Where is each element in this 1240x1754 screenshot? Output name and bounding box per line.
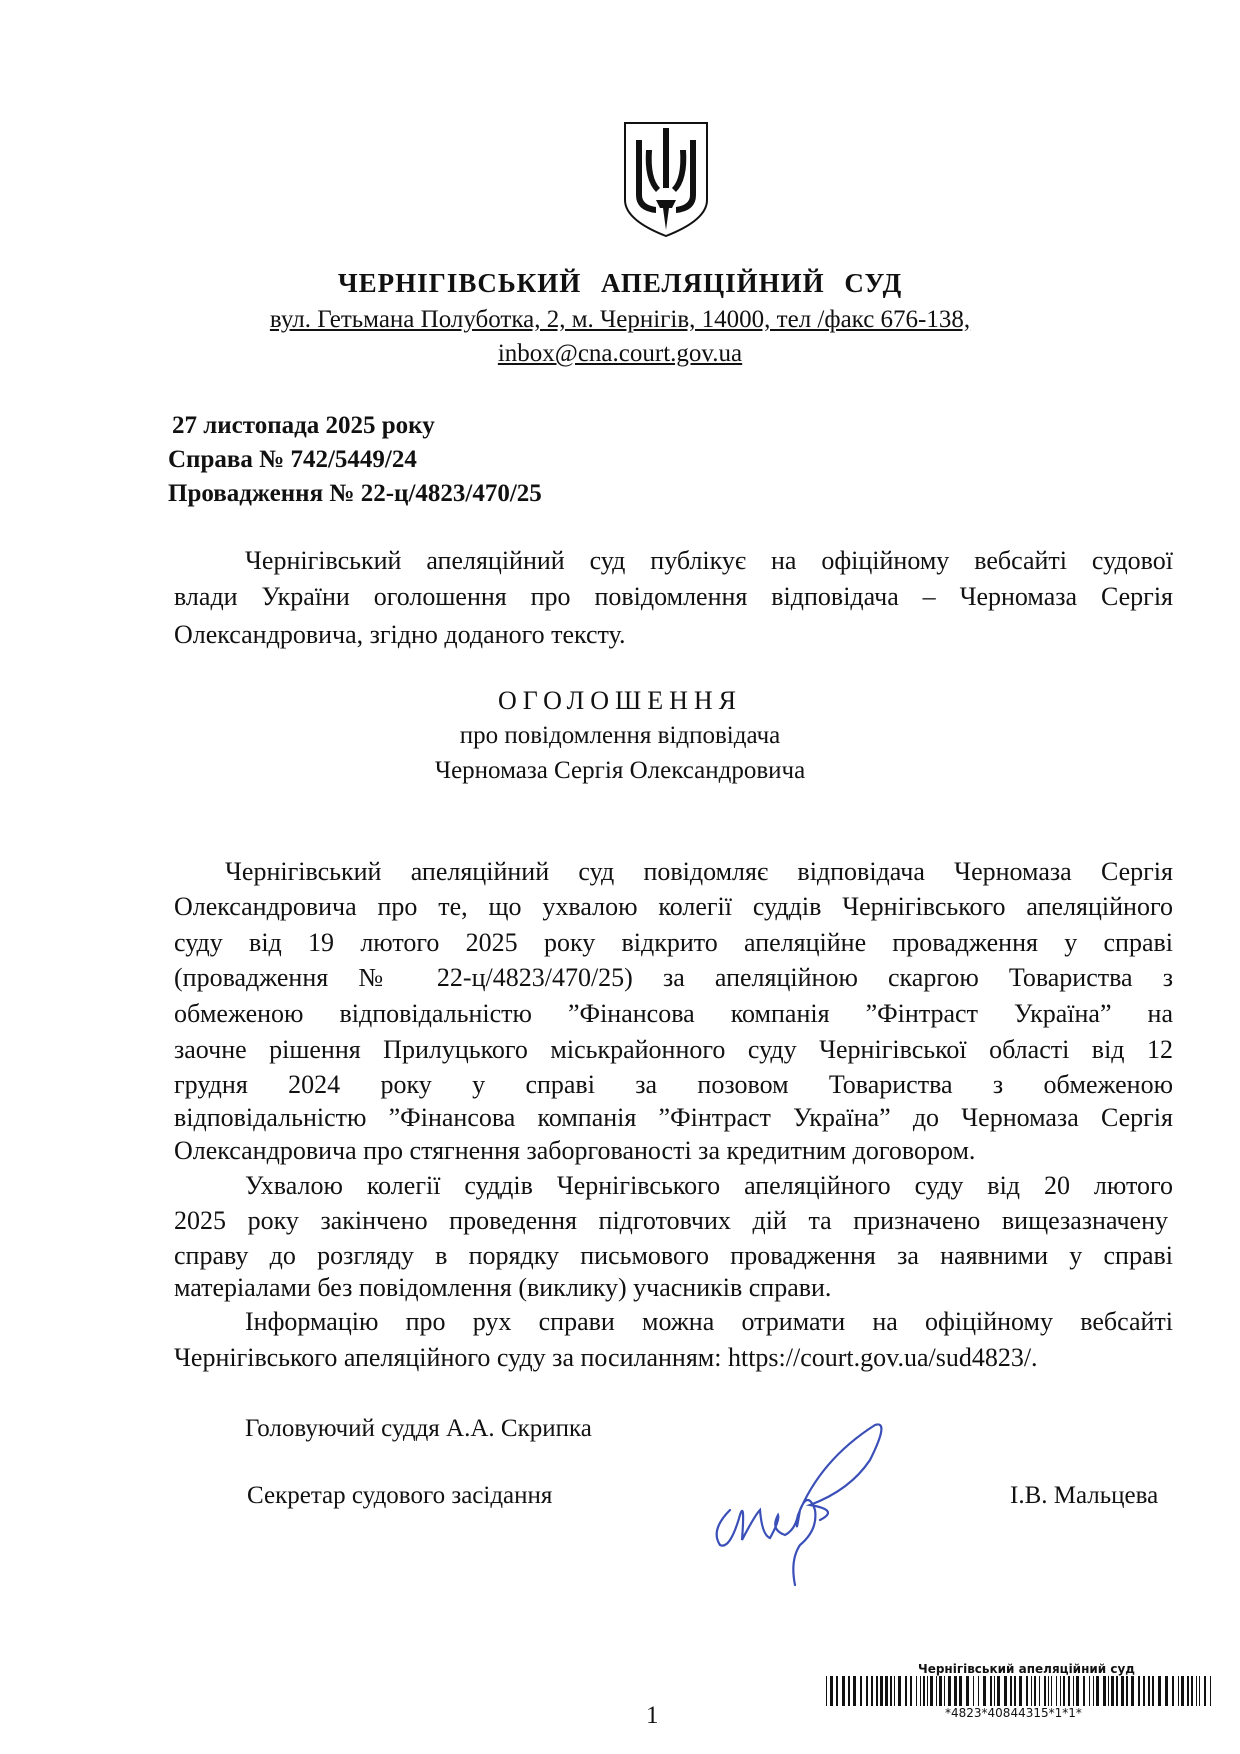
barcode-bar xyxy=(1131,1676,1134,1706)
barcode-bar xyxy=(927,1676,928,1706)
text-line: (провадження № 22-ц/4823/470/25) за апеляційною скаргою Товариства з xyxy=(174,963,1173,992)
barcode-bar xyxy=(1083,1676,1085,1706)
text-line: обмеженою відповідальністю ”Фінансова компанія ”Фінтраст Україна” на xyxy=(174,999,1173,1028)
barcode-bar xyxy=(944,1676,945,1706)
barcode-caption: Чернігівський апеляційний суд xyxy=(918,1662,1135,1676)
barcode-bar xyxy=(1148,1676,1150,1706)
barcode-bar xyxy=(1196,1676,1197,1706)
text-line: Олександровича, згідно доданого тексту. xyxy=(174,620,626,649)
text-line: справу до розгляду в порядку письмового провадження за наявними у справі xyxy=(174,1241,1173,1270)
barcode-bar xyxy=(1063,1676,1065,1706)
court-address-text: вул. Гетьмана Полуботка, 2, м. Чернігів, 14000, тел /факс 676-138, xyxy=(269,306,971,333)
barcode-bar xyxy=(853,1676,856,1706)
text-line: матеріалами без повідомлення (виклику) учасників справи. xyxy=(174,1273,832,1302)
court-name: ЧЕРНІГІВСЬКИЙ АПЕЛЯЦІЙНИЙ СУД xyxy=(337,268,903,298)
barcode-bar xyxy=(939,1676,942,1706)
barcode-bar xyxy=(1165,1676,1168,1706)
barcode-bar xyxy=(1111,1676,1114,1706)
barcode-bar xyxy=(1068,1676,1070,1706)
text-line: Інформацію про рух справи можна отримати на офіційному вебсайті xyxy=(245,1307,1173,1336)
barcode-bar xyxy=(920,1676,921,1706)
barcode-bar xyxy=(1172,1676,1174,1706)
barcode-bar xyxy=(983,1676,986,1706)
barcode-bar xyxy=(842,1676,845,1706)
secretary-label: Секретар судового засідання xyxy=(247,1482,553,1509)
barcode-bar xyxy=(954,1676,957,1706)
barcode-bar xyxy=(1191,1676,1193,1706)
barcode-bar xyxy=(826,1676,827,1706)
barcode-bar xyxy=(1121,1676,1124,1706)
barcode-bar xyxy=(916,1676,917,1706)
barcode-bar xyxy=(1210,1676,1211,1706)
text-line: 2025 року закінчено проведення підготовчих дій та призначено вищезазначену xyxy=(174,1206,1168,1235)
barcode-bar xyxy=(1031,1676,1032,1706)
barcode-bar xyxy=(876,1676,878,1706)
presiding-judge: Головуючий суддя А.А. Скрипка xyxy=(245,1415,592,1442)
barcode-bar xyxy=(1014,1676,1016,1706)
barcode-bar xyxy=(1108,1676,1109,1706)
barcode-bar xyxy=(1138,1676,1140,1706)
text-line: влади України оголошення про повідомлення відповідача – Черномаза Сергія xyxy=(174,582,1173,611)
barcode-bar xyxy=(1199,1676,1200,1706)
barcode-bar xyxy=(1076,1676,1079,1706)
barcode-bar xyxy=(885,1676,888,1706)
proceeding-number: Провадження № 22-ц/4823/470/25 xyxy=(168,480,542,507)
text-line: грудня 2024 року у справі за позовом Товариства з обмеженою xyxy=(174,1070,1173,1099)
barcode-bar xyxy=(1044,1676,1046,1706)
barcode-bar xyxy=(1019,1676,1022,1706)
barcode-bar xyxy=(898,1676,901,1706)
barcode-bar xyxy=(1026,1676,1028,1706)
barcode-bar xyxy=(1051,1676,1052,1706)
barcode-bar xyxy=(905,1676,907,1706)
barcode-bar xyxy=(1039,1676,1040,1706)
page-number: 1 xyxy=(646,1702,659,1729)
text-line: Чернігівського апеляційного суду за посиланням: https://court.gov.ua/sud4823/. xyxy=(174,1343,1038,1372)
barcode-bar xyxy=(1181,1676,1184,1706)
barcode-bar xyxy=(997,1676,1000,1706)
barcode-bar xyxy=(860,1676,862,1706)
notice-respondent-name: Черномаза Сергія Олександровича xyxy=(434,757,806,784)
barcode xyxy=(826,1676,1216,1706)
barcode-bar xyxy=(1048,1676,1049,1706)
text-line: Олександровича про стягнення заборгованості за кредитним договором. xyxy=(174,1136,976,1165)
barcode-bar xyxy=(1004,1676,1007,1706)
barcode-bar xyxy=(1089,1676,1090,1706)
text-line: Олександровича про те, що ухвалою колегії суддів Чернігівського апеляційного xyxy=(174,892,1173,921)
secretary-name: І.В. Мальцева xyxy=(1010,1482,1159,1509)
text-line: Ухвалою колегії суддів Чернігівського апеляційного суду від 20 лютого xyxy=(245,1171,1173,1200)
barcode-bar xyxy=(1143,1676,1145,1706)
barcode-bar xyxy=(1010,1676,1012,1706)
barcode-bar xyxy=(990,1676,992,1706)
text-line: Чернігівський апеляційний суд публікує на офіційному вебсайті судової xyxy=(245,546,1173,575)
barcode-bar xyxy=(1204,1676,1206,1706)
barcode-bar xyxy=(994,1676,995,1706)
handwritten-signature xyxy=(700,1420,900,1595)
barcode-bar xyxy=(923,1676,925,1706)
barcode-bar xyxy=(1093,1676,1094,1706)
barcode-bar xyxy=(1073,1676,1074,1706)
barcode-bar xyxy=(1103,1676,1106,1706)
barcode-bar xyxy=(836,1676,838,1706)
barcode-bar xyxy=(1187,1676,1189,1706)
barcode-bar xyxy=(1096,1676,1099,1706)
barcode-bar xyxy=(871,1676,873,1706)
coat-of-arms-trident-icon xyxy=(622,120,710,238)
text-line: заочне рішення Прилуцького міськрайонного суду Чернігівської області від 12 xyxy=(174,1035,1173,1064)
barcode-bar xyxy=(880,1676,883,1706)
barcode-bar xyxy=(930,1676,933,1706)
document-date: 27 листопада 2025 року xyxy=(172,412,435,439)
barcode-bar xyxy=(1126,1676,1128,1706)
barcode-bar xyxy=(1116,1676,1118,1706)
barcode-bar xyxy=(890,1676,892,1706)
barcode-number: *4823*40844315*1*1* xyxy=(945,1706,1082,1720)
barcode-bar xyxy=(1152,1676,1154,1706)
barcode-bar xyxy=(1178,1676,1179,1706)
barcode-bar xyxy=(1056,1676,1057,1706)
court-address xyxy=(0,306,1240,334)
barcode-bar xyxy=(848,1676,850,1706)
barcode-bar xyxy=(830,1676,833,1706)
text-line: відповідальністю ”Фінансова компанія ”Фінтраст Україна” до Черномаза Сергія xyxy=(174,1103,1173,1132)
barcode-bar xyxy=(866,1676,868,1706)
text-line: Чернігівський апеляційний суд повідомляє відповідача Черномаза Сергія xyxy=(225,857,1173,886)
notice-subtitle: про повідомлення відповідача xyxy=(459,722,781,749)
court-email-link[interactable]: inbox@cna.court.gov.ua xyxy=(497,340,743,367)
barcode-bar xyxy=(973,1676,974,1706)
barcode-bar xyxy=(1158,1676,1161,1706)
notice-heading: ОГОЛОШЕННЯ xyxy=(497,686,743,715)
barcode-bar xyxy=(1060,1676,1061,1706)
barcode-bar xyxy=(894,1676,895,1706)
case-number: Справа № 742/5449/24 xyxy=(168,446,417,473)
court-email xyxy=(0,340,1240,368)
barcode-bar xyxy=(978,1676,979,1706)
barcode-bar xyxy=(959,1676,962,1706)
barcode-bar xyxy=(910,1676,912,1706)
barcode-bar xyxy=(1034,1676,1036,1706)
barcode-bar xyxy=(948,1676,951,1706)
text-line: суду від 19 лютого 2025 року відкрито апеляційне провадження у справі xyxy=(174,928,1173,957)
barcode-bar xyxy=(936,1676,937,1706)
barcode-bar xyxy=(966,1676,969,1706)
